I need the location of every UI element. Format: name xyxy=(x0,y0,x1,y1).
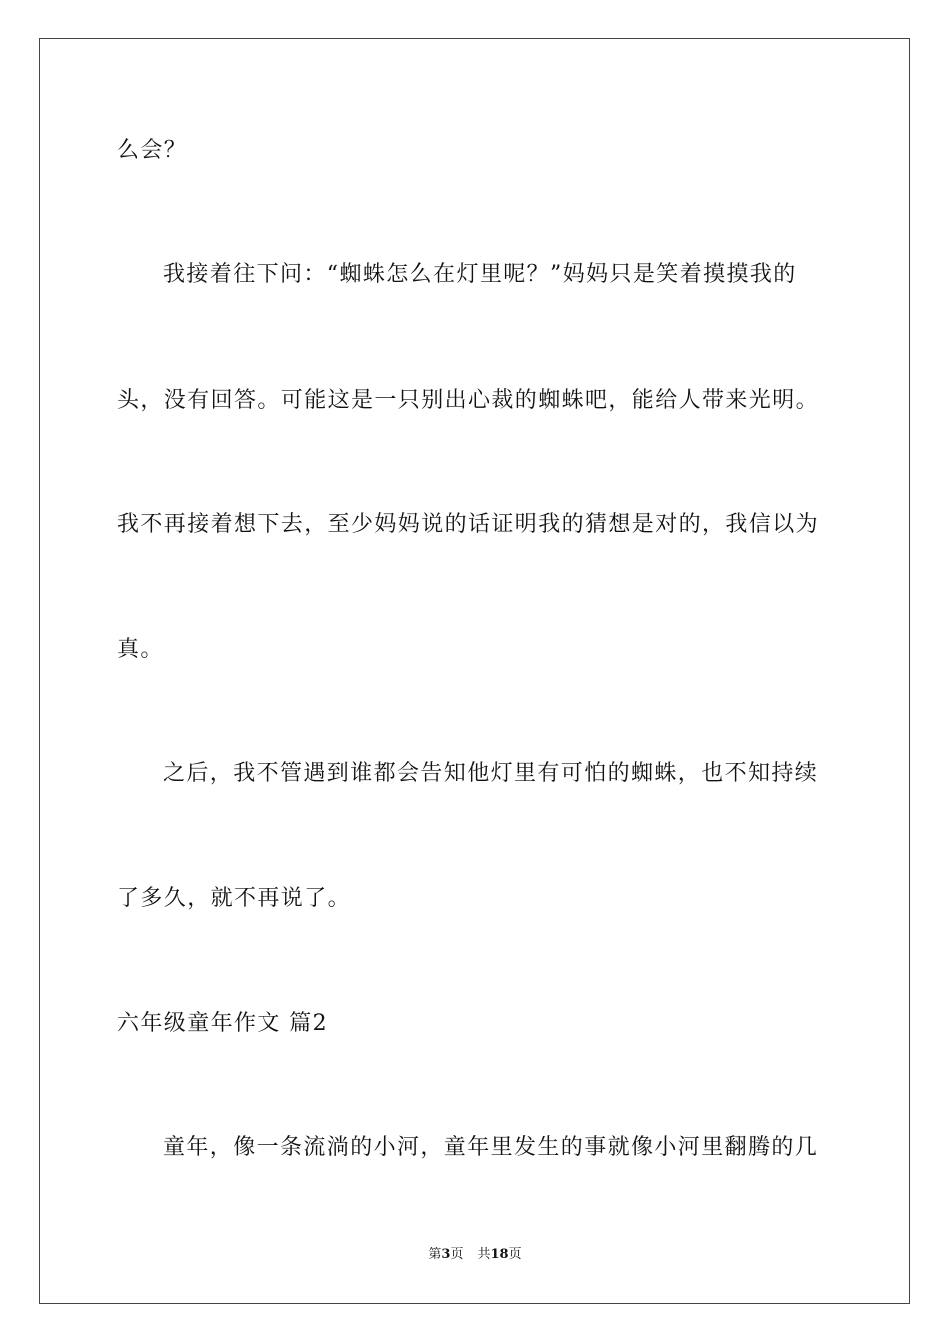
paragraph-line: 童年，像一条流淌的小河，童年里发生的事就像小河里翻腾的几 xyxy=(163,1135,819,1160)
paragraph-line: 我不再接着想下去，至少妈妈说的话证明我的猜想是对的，我信以为 xyxy=(117,512,820,537)
paragraph-line: 真。 xyxy=(117,637,164,662)
page-suffix: 页 xyxy=(450,1247,464,1262)
paragraph-line: 之后，我不管遇到谁都会告知他灯里有可怕的蜘蛛，也不知持续 xyxy=(163,761,819,786)
paragraph-line: 我接着往下问：“蜘蛛怎么在灯里呢？”妈妈只是笑着摸摸我的 xyxy=(163,262,797,287)
page-prefix: 第 xyxy=(428,1247,442,1262)
paragraph-line: 了多久，就不再说了。 xyxy=(117,886,352,911)
page-border xyxy=(39,38,910,1304)
paragraph-line: 头，没有回答。可能这是一只别出心裁的蜘蛛吧，能给人带来光明。 xyxy=(117,388,820,413)
section-heading: 六年级童年作文 篇2 xyxy=(117,1011,328,1036)
page-number: 3 xyxy=(441,1247,451,1262)
total-pages: 18 xyxy=(490,1247,509,1262)
total-prefix: 共 xyxy=(477,1247,491,1262)
paragraph-line: 么会？ xyxy=(117,138,188,163)
page-footer xyxy=(0,1247,950,1263)
total-suffix: 页 xyxy=(508,1247,522,1262)
